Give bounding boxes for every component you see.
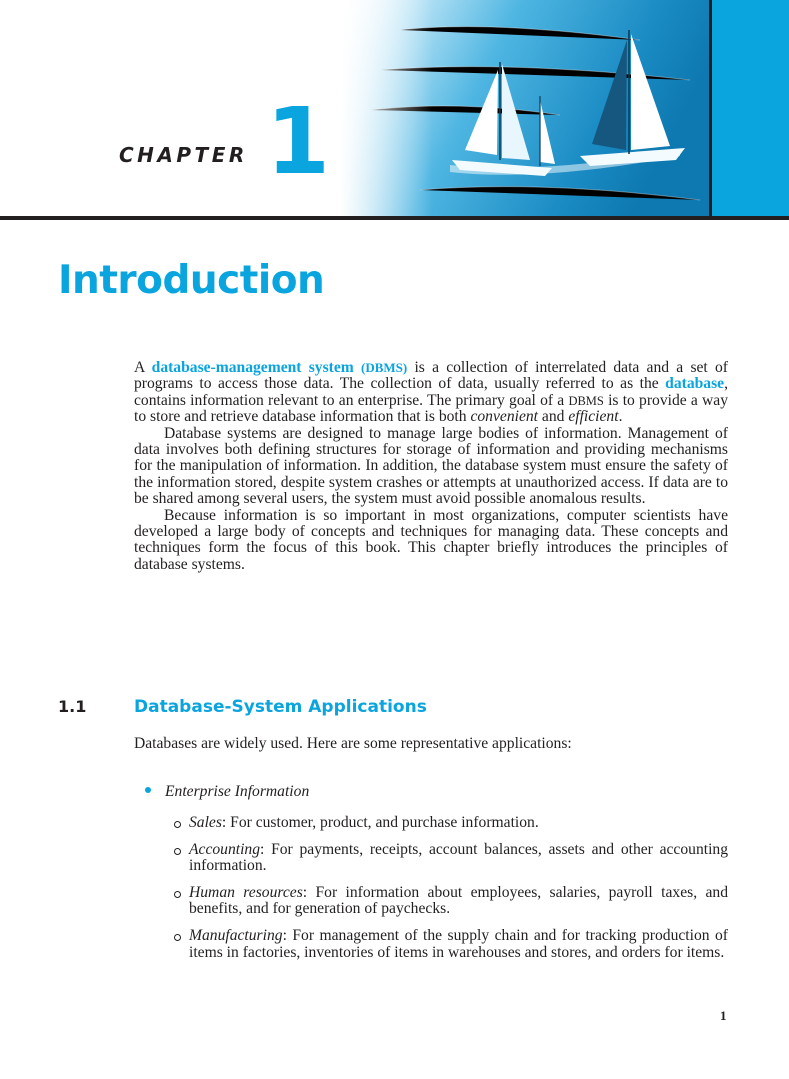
circle-bullet-icon [174,848,181,855]
keyword-dbms: database-management system [151,359,354,376]
item-text: : For customer, product, and purchase information. [221,814,539,831]
sailboats-illustration [340,0,710,218]
dbms-abbr: DBMS [568,393,604,408]
intro-paragraph-3: Because information is so important in most organizations, computer scientists have developed a large body of concepts and techniques for managing data. These concepts and techniques form the focus of this book. This chapter briefly introduces the principles of database systems. [134,506,728,573]
chapter-label: CHAPTER [119,143,248,167]
item-term: Sales [189,814,222,831]
sub-list [174,815,728,971]
page-title: Introduction [58,258,325,303]
header-rule [0,216,789,220]
page-number: 1 [720,1008,727,1023]
keyword-dbms-abbr: (DBMS) [361,360,408,375]
section-intro: Databases are widely used. Here are some representative applications: [134,735,572,752]
text-run: and [538,408,569,426]
list-item [174,815,728,832]
item-term: Accounting [189,840,261,858]
item-text: : For management of the supply chain and for tracking production of items in factories, inventories of items in warehouses and stores, and orders for items. [189,926,728,961]
text-run: A [134,359,152,376]
chapter-number: 1 [266,88,331,195]
intro-paragraph-1 [134,360,728,426]
circle-bullet-icon [174,821,181,828]
item-term: Manufacturing [189,926,283,944]
chapter-header [0,0,789,222]
section-title: Database-System Applications [134,697,427,717]
text-run: is a collection of interrelated data and a set of programs to access those data. The collection of data, usually referred to as the [134,359,728,393]
item-term: Human resources [189,883,303,901]
circle-bullet-icon [174,891,181,898]
item-text: : For payments, receipts, account balances, assets and other accounting information. [189,840,728,875]
text-run: . [618,408,623,426]
list-item [145,783,309,801]
list-item [174,885,728,918]
list-item [174,928,728,961]
text-run: is to provide a way to store and retrieve database information that is both [134,391,728,426]
intro-text [134,360,728,573]
section-number: 1.1 [58,697,87,716]
emphasis-efficient: efficient [568,408,619,426]
intro-paragraph-2: Database systems are designed to manage large bodies of information. Management of data involves both defining structures for storage of information and providing mechanisms for the manipulation of information. In addition, the database system must ensure the safety of the information stored, despite system crashes or attempts at unauthorized access. If data are to be shared among several users, the system must avoid possible anomalous results. [134,424,728,508]
chapter-tab [712,0,789,218]
keyword-database: database [665,375,725,393]
bullet-label: Enterprise Information [165,783,310,800]
item-text: : For information about employees, salaries, payroll taxes, and benefits, and for generation of paychecks. [189,883,728,918]
sailboats-photo [340,0,710,218]
list-item [174,842,728,875]
bullet-icon [145,787,151,793]
circle-bullet-icon [174,934,181,941]
text-run: , contains information relevant to an enterprise. The primary goal of a [134,375,728,409]
emphasis-convenient: convenient [470,408,539,426]
